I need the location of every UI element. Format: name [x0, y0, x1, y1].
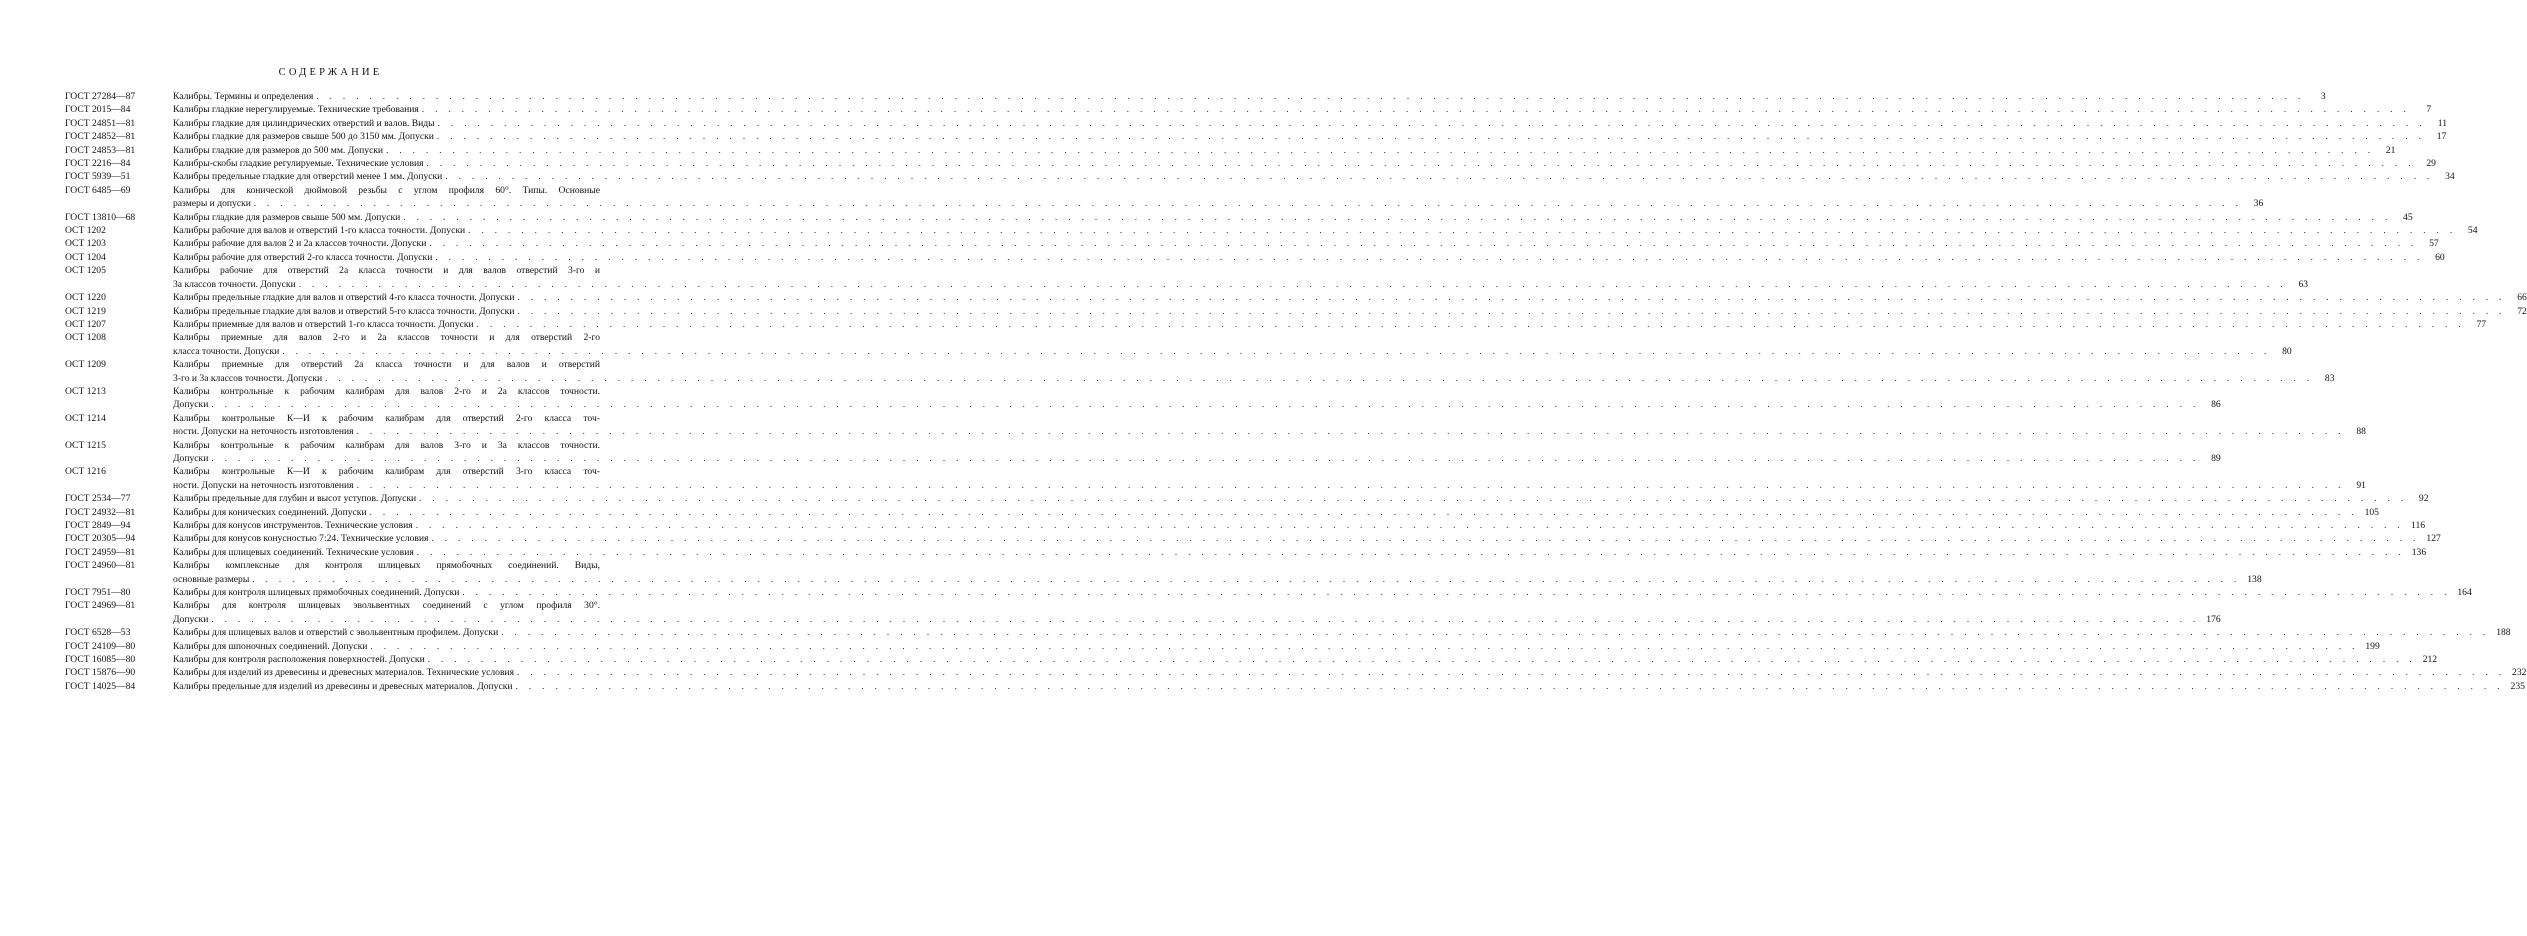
toc-entry-code: ОСТ 1219 [65, 305, 106, 317]
toc-entry [65, 318, 2487, 331]
toc-entry [65, 653, 2438, 666]
dot-leader: . . . . . . . . . . . . . . . . . . . . . . . . . . . . . . . . . . . . . . . . . . . . . . . . . . . . . . . . . . . . . . . . . . . . . . . . . . . . . . . . . . . . . . . . . . . . . . . . . . . . . . . . . . . . . . . . . . . . . . . . . . . . . . . . . . . . . . . . . . . . . . . . . . . . . . [468, 225, 2457, 236]
toc-entry [65, 492, 2429, 505]
toc-entry-title-line: Калибры контрольные К—И к рабочим калибрам для отверстий 3-го класса точ- [173, 466, 600, 478]
toc-entry-page: 45 [2403, 211, 2413, 223]
toc-entry [65, 90, 2326, 103]
toc-entry-title-line: Калибры приемные для валов и отверстий 1-го класса точности. Допуски [173, 318, 474, 330]
toc-entry-code: ГОСТ 2534—77 [65, 493, 131, 505]
toc-entry-title-line: Калибры контрольные к рабочим калибрам для валов 3-го и 3а классов точности. [173, 439, 600, 451]
toc-entry [65, 117, 2447, 130]
toc-entry-page: 212 [2422, 654, 2438, 666]
toc-entry-title-line: Калибры. Термины и определения [173, 91, 314, 102]
toc-entry-page: 60 [2435, 251, 2445, 263]
dot-leader: . . . . . . . . . . . . . . . . . . . . . . . . . . . . . . . . . . . . . . . . . . . . . . . . . . . . . . . . . . . . . . . . . . . . . . . . . . . . . . . . . . . . . . . . . . . . . . . . . . . . . . . . . . . . . . . . . . . . . . . . . . . . . . . . . . . . . . . . . . . . . . . . . . . . . . [252, 573, 2241, 584]
toc-entry [65, 184, 2264, 211]
toc-entry-title-line: Калибры приемные для валов 2-го и 2а классов точности и для отверстий 2-го [173, 332, 600, 344]
toc-entry-page: 11 [2437, 117, 2447, 129]
dot-leader: . . . . . . . . . . . . . . . . . . . . . . . . . . . . . . . . . . . . . . . . . . . . . . . . . . . . . . . . . . . . . . . . . . . . . . . . . . . . . . . . . . . . . . . . . . . . . . . . . . . . . . . . . . . . . . . . . . . . . . . . . . . . . . . . . . . . . . . . . . . . . . . . . . . . . . [517, 292, 2506, 303]
dot-leader: . . . . . . . . . . . . . . . . . . . . . . . . . . . . . . . . . . . . . . . . . . . . . . . . . . . . . . . . . . . . . . . . . . . . . . . . . . . . . . . . . . . . . . . . . . . . . . . . . . . . . . . . . . . . . . . . . . . . . . . . . . . . . . . . . . . . . . . . . . . . . . . . . . . . . . [429, 238, 2418, 249]
toc-entry [65, 640, 2380, 653]
toc-entry-code: ГОСТ 24932—81 [65, 506, 136, 518]
toc-entry-title-line: Калибры рабочие для отверстий 2а класса точности и для валов отверстий 3-го и [173, 265, 600, 277]
toc-entry-code: ОСТ 1202 [65, 225, 106, 237]
toc-entry-page: 7 [2426, 104, 2432, 116]
toc-entry-title-line: Калибры для шлицевых валов и отверстий с эвольвентным профилем. Допуски [173, 627, 499, 639]
dot-leader: . . . . . . . . . . . . . . . . . . . . . . . . . . . . . . . . . . . . . . . . . . . . . . . . . . . . . . . . . . . . . . . . . . . . . . . . . . . . . . . . . . . . . . . . . . . . . . . . . . . . . . . . . . . . . . . . . . . . . . . . . . . . . . . . . . . . . . . . . . . . . . . . . . . . . . [211, 399, 2200, 410]
toc-entry-title-line: Калибры контрольные к рабочим калибрам для валов 2-го и 2а классов точности. [173, 385, 600, 397]
toc-entry [65, 506, 2379, 519]
toc-entry-code: ОСТ 1203 [65, 238, 106, 250]
toc-entry-page: 36 [2253, 198, 2264, 210]
toc-entry-title-line: Калибры предельные для изделий из древесины и древесных материалов. Допуски [173, 680, 513, 692]
toc-entry-page: 83 [2324, 372, 2335, 384]
toc-entry-title-line: Калибры гладкие для размеров свыше 500 мм. Допуски [173, 211, 401, 223]
toc-entry-code: ГОСТ 13810—68 [65, 211, 136, 223]
dot-leader: . . . . . . . . . . . . . . . . . . . . . . . . . . . . . . . . . . . . . . . . . . . . . . . . . . . . . . . . . . . . . . . . . . . . . . . . . . . . . . . . . . . . . . . . . . . . . . . . . . . . . . . . . . . . . . . . . . . . . . . . . . . . . . . . . . . . . . . . . . . . . . . . . . . . . . [476, 318, 2466, 329]
toc-entry-page: 57 [2429, 238, 2439, 250]
toc-entry-title-line: Допуски [173, 399, 209, 411]
toc-entry-page: 116 [2411, 520, 2426, 531]
dot-leader: . . . . . . . . . . . . . . . . . . . . . . . . . . . . . . . . . . . . . . . . . . . . . . . . . . . . . . . . . . . . . . . . . . . . . . . . . . . . . . . . . . . . . . . . . . . . . . . . . . . . . . . . . . . . . . . . . . . . . . . . . . . . . . . . . . . . . . . . . . . . . . . . . . . . . . [211, 452, 2200, 463]
toc-entry-title-line: Калибры гладкие нерегулируемые. Технические требования [173, 104, 419, 116]
toc-entry [65, 626, 2511, 639]
dot-leader: . . . . . . . . . . . . . . . . . . . . . . . . . . . . . . . . . . . . . . . . . . . . . . . . . . . . . . . . . . . . . . . . . . . . . . . . . . . . . . . . . . . . . . . . . . . . . . . . . . . . . . . . . . . . . . . . . . . . . . . . . . . . . . . . . . . . . . . . . . . . . . . . . . . . . . [298, 278, 2288, 289]
toc-entry [65, 157, 2436, 170]
toc-entry-title-line: ности. Допуски на неточность изготовления [173, 426, 354, 438]
toc-entry-code: ГОСТ 2849—94 [65, 520, 131, 531]
toc-entry-title-line: Калибры гладкие для размеров до 500 мм. Допуски [173, 144, 384, 156]
toc-entry-code: ГОСТ 6485—69 [65, 184, 131, 196]
toc-entry-page: 3 [2320, 91, 2326, 102]
toc-entry [65, 412, 2366, 439]
toc-entry-page: 88 [2356, 426, 2366, 438]
toc-entry [65, 519, 2426, 532]
toc-entry-title-line: Калибры для конической дюймовой резьбы с углом профиля 60°. Типы. Основные [173, 184, 600, 196]
toc-entry [65, 264, 2309, 291]
toc-entry-title-line: Калибры для контроля шлицевых эвольвентных соединений с углом профиля 30°. [173, 600, 600, 612]
toc-entry-code: ГОСТ 24960—81 [65, 560, 136, 572]
dot-leader: . . . . . . . . . . . . . . . . . . . . . . . . . . . . . . . . . . . . . . . . . . . . . . . . . . . . . . . . . . . . . . . . . . . . . . . . . . . . . . . . . . . . . . . . . . . . . . . . . . . . . . . . . . . . . . . . . . . . . . . . . . . . . . . . . . . . . . . . . . . . . . . . . . . . . . [501, 627, 2490, 638]
toc-entry-page: 127 [2426, 533, 2441, 545]
toc-entry [65, 680, 2525, 693]
dot-leader: . . . . . . . . . . . . . . . . . . . . . . . . . . . . . . . . . . . . . . . . . . . . . . . . . . . . . . . . . . . . . . . . . . . . . . . . . . . . . . . . . . . . . . . . . . . . . . . . . . . . . . . . . . . . . . . . . . . . . . . . . . . . . . . . . . . . . . . . . . . . . . . . . . . . . . [517, 305, 2506, 316]
toc-entry-code: ГОСТ 24852—81 [65, 131, 136, 143]
toc-entry [65, 385, 2221, 412]
toc-entry-code: ГОСТ 15876—90 [65, 667, 136, 679]
toc-entry-page: 17 [2436, 131, 2447, 143]
toc-entry [65, 532, 2441, 545]
toc-entry-code: ОСТ 1220 [65, 292, 106, 304]
toc-entry-title-line: ности. Допуски на неточность изготовления [173, 479, 354, 491]
toc-entry-title-line: Калибры-скобы гладкие регулируемые. Технические условия [173, 158, 424, 170]
toc-entry-page: 86 [2211, 399, 2221, 411]
toc-entry-title-line: Калибры контрольные К—И к рабочим калибрам для отверстий 2-го класса точ- [173, 412, 600, 424]
toc-entry-page: 77 [2476, 318, 2487, 330]
toc-entry-page: 80 [2282, 345, 2292, 357]
toc-entry-title-line: Калибры предельные гладкие для валов и отверстий 5-го класса точности. Допуски [173, 305, 515, 317]
toc-entry [65, 586, 2472, 599]
dot-leader: . . . . . . . . . . . . . . . . . . . . . . . . . . . . . . . . . . . . . . . . . . . . . . . . . . . . . . . . . . . . . . . . . . . . . . . . . . . . . . . . . . . . . . . . . . . . . . . . . . . . . . . . . . . . . . . . . . . . . . . . . . . . . . . . . . . . . . . . . . . . . . . . . . . . . . [403, 211, 2392, 222]
toc-entry-title-line: Калибры комплексные для контроля шлицевых прямобочных соединений. Виды, [173, 560, 600, 572]
toc-entry-page: 188 [2496, 627, 2511, 639]
dot-leader: . . . . . . . . . . . . . . . . . . . . . . . . . . . . . . . . . . . . . . . . . . . . . . . . . . . . . . . . . . . . . . . . . . . . . . . . . . . . . . . . . . . . . . . . . . . . . . . . . . . . . . . . . . . . . . . . . . . . . . . . . . . . . . . . . . . . . . . . . . . . . . . . . . . . . . [435, 251, 2424, 262]
dot-leader: . . . . . . . . . . . . . . . . . . . . . . . . . . . . . . . . . . . . . . . . . . . . . . . . . . . . . . . . . . . . . . . . . . . . . . . . . . . . . . . . . . . . . . . . . . . . . . . . . . . . . . . . . . . . . . . . . . . . . . . . . . . . . . . . . . . . . . . . . . . . . . . . . . . . . . [462, 587, 2451, 598]
dot-leader: . . . . . . . . . . . . . . . . . . . . . . . . . . . . . . . . . . . . . . . . . . . . . . . . . . . . . . . . . . . . . . . . . . . . . . . . . . . . . . . . . . . . . . . . . . . . . . . . . . . . . . . . . . . . . . . . . . . . . . . . . . . . . . . . . . . . . . . . . . . . . . . . . . . . . . [282, 345, 2271, 356]
toc-entry-title-line: Калибры для шлицевых соединений. Технические условия [173, 546, 414, 558]
toc-entry-page: 91 [2356, 479, 2366, 491]
toc-entry [65, 103, 2432, 116]
toc-entry-code: ГОСТ 24969—81 [65, 600, 136, 612]
toc-entry [65, 666, 2527, 679]
dot-leader: . . . . . . . . . . . . . . . . . . . . . . . . . . . . . . . . . . . . . . . . . . . . . . . . . . . . . . . . . . . . . . . . . . . . . . . . . . . . . . . . . . . . . . . . . . . . . . . . . . . . . . . . . . . . . . . . . . . . . . . . . . . . . . . . . . . . . . . . . . . . . . . . . . . . . . [356, 426, 2345, 437]
toc-entry-code: ОСТ 1215 [65, 439, 106, 451]
toc-entry [65, 130, 2447, 143]
toc-entry-title-line: 3а классов точности. Допуски [173, 278, 296, 290]
toc-entry-page: 66 [2517, 292, 2527, 304]
toc-entry-page: 105 [2364, 506, 2379, 518]
toc-entry-title-line: Калибры предельные гладкие для отверстий менее 1 мм. Допуски [173, 171, 443, 183]
dot-leader: . . . . . . . . . . . . . . . . . . . . . . . . . . . . . . . . . . . . . . . . . . . . . . . . . . . . . . . . . . . . . . . . . . . . . . . . . . . . . . . . . . . . . . . . . . . . . . . . . . . . . . . . . . . . . . . . . . . . . . . . . . . . . . . . . . . . . . . . . . . . . . . . . . . . . . [211, 613, 2200, 624]
toc-entry [65, 237, 2439, 250]
toc-entry-code: ОСТ 1216 [65, 466, 106, 478]
dot-leader: . . . . . . . . . . . . . . . . . . . . . . . . . . . . . . . . . . . . . . . . . . . . . . . . . . . . . . . . . . . . . . . . . . . . . . . . . . . . . . . . . . . . . . . . . . . . . . . . . . . . . . . . . . . . . . . . . . . . . . . . . . . . . . . . . . . . . . . . . . . . . . . . . . . . . . [253, 198, 2243, 209]
toc-entry [65, 331, 2292, 358]
toc-entry-code: ОСТ 1214 [65, 412, 106, 424]
toc-entry-code: ОСТ 1213 [65, 385, 106, 397]
toc-entry-code: ГОСТ 24853—81 [65, 144, 136, 156]
toc-entry-page: 34 [2445, 171, 2455, 183]
dot-leader: . . . . . . . . . . . . . . . . . . . . . . . . . . . . . . . . . . . . . . . . . . . . . . . . . . . . . . . . . . . . . . . . . . . . . . . . . . . . . . . . . . . . . . . . . . . . . . . . . . . . . . . . . . . . . . . . . . . . . . . . . . . . . . . . . . . . . . . . . . . . . . . . . . . . . . [415, 520, 2405, 530]
toc-entry-code: ГОСТ 24109—80 [65, 640, 136, 652]
toc-entry-page: 232 [2512, 667, 2527, 679]
toc-entry [65, 144, 2396, 157]
toc-entry [65, 465, 2366, 492]
toc-entry-title-line: Калибры для конусов конусностью 7:24. Технические условия [173, 533, 429, 545]
toc-entry [65, 559, 2262, 586]
dot-leader: . . . . . . . . . . . . . . . . . . . . . . . . . . . . . . . . . . . . . . . . . . . . . . . . . . . . . . . . . . . . . . . . . . . . . . . . . . . . . . . . . . . . . . . . . . . . . . . . . . . . . . . . . . . . . . . . . . . . . . . . . . . . . . . . . . . . . . . . . . . . . . . . . . . . . . [427, 654, 2417, 665]
toc-entry-code: ГОСТ 6528—53 [65, 627, 131, 639]
toc-entry-title-line: Калибры рабочие для валов и отверстий 1-го класса точности. Допуски [173, 225, 466, 237]
toc-entry [65, 291, 2527, 304]
toc-entry-code: ГОСТ 14025—84 [65, 680, 136, 692]
dot-leader: . . . . . . . . . . . . . . . . . . . . . . . . . . . . . . . . . . . . . . . . . . . . . . . . . . . . . . . . . . . . . . . . . . . . . . . . . . . . . . . . . . . . . . . . . . . . . . . . . . . . . . . . . . . . . . . . . . . . . . . . . . . . . . . . . . . . . . . . . . . . . . . . . . . . . . [416, 546, 2406, 557]
toc-entry-code: ГОСТ 20305—94 [65, 533, 136, 545]
toc-entry-title-line: Калибры для контроля шлицевых прямобочных соединений. Допуски [173, 587, 460, 599]
toc-entry-page: 92 [2418, 493, 2429, 505]
toc-entry [65, 599, 2221, 626]
toc-entry-page: 164 [2457, 587, 2472, 599]
toc-entry-title-line: Калибры для шпоночных соединений. Допуски [173, 640, 368, 652]
toc-entry [65, 224, 2478, 237]
toc-entry-page: 89 [2211, 452, 2221, 464]
toc-entry-code: ОСТ 1204 [65, 251, 106, 263]
dot-leader: . . . . . . . . . . . . . . . . . . . . . . . . . . . . . . . . . . . . . . . . . . . . . . . . . . . . . . . . . . . . . . . . . . . . . . . . . . . . . . . . . . . . . . . . . . . . . . . . . . . . . . . . . . . . . . . . . . . . . . . . . . . . . . . . . . . . . . . . . . . . . . . . . . . . . . [426, 158, 2415, 169]
toc-entry-title-line: Калибры для контроля расположения поверхностей. Допуски [173, 654, 425, 666]
dot-leader: . . . . . . . . . . . . . . . . . . . . . . . . . . . . . . . . . . . . . . . . . . . . . . . . . . . . . . . . . . . . . . . . . . . . . . . . . . . . . . . . . . . . . . . . . . . . . . . . . . . . . . . . . . . . . . . . . . . . . . . . . . . . . . . . . . . . . . . . . . . . . . . . . . . . . . [445, 171, 2434, 182]
toc-entry-page: 54 [2467, 225, 2478, 237]
toc-entry-title-line: Калибры для конических соединений. Допуски [173, 506, 367, 518]
toc-entry-title-line: Калибры рабочие для валов 2 и 2а классов точности. Допуски [173, 238, 427, 250]
dot-leader: . . . . . . . . . . . . . . . . . . . . . . . . . . . . . . . . . . . . . . . . . . . . . . . . . . . . . . . . . . . . . . . . . . . . . . . . . . . . . . . . . . . . . . . . . . . . . . . . . . . . . . . . . . . . . . . . . . . . . . . . . . . . . . . . . . . . . . . . . . . . . . . . . . . . . . [369, 506, 2358, 517]
toc-entry-page: 29 [2426, 158, 2436, 170]
toc-entry-page: 176 [2206, 613, 2221, 625]
toc-entry [65, 439, 2221, 466]
toc-entry [65, 251, 2445, 264]
toc-entry-code: ГОСТ 5939—51 [65, 171, 131, 183]
toc-entry-page: 63 [2298, 278, 2309, 290]
dot-leader: . . . . . . . . . . . . . . . . . . . . . . . . . . . . . . . . . . . . . . . . . . . . . . . . . . . . . . . . . . . . . . . . . . . . . . . . . . . . . . . . . . . . . . . . . . . . . . . . . . . . . . . . . . . . . . . . . . . . . . . . . . . . . . . . . . . . . . . . . . . . . . . . . . . . . . [437, 117, 2426, 128]
toc-entry-title-line: размеры и допуски [173, 198, 251, 210]
toc-entry-page: 235 [2510, 680, 2525, 692]
dot-leader: . . . . . . . . . . . . . . . . . . . . . . . . . . . . . . . . . . . . . . . . . . . . . . . . . . . . . . . . . . . . . . . . . . . . . . . . . . . . . . . . . . . . . . . . . . . . . . . . . . . . . . . . . . . . . . . . . . . . . . . . . . . . . . . . . . . . . . . . . . . . . . . . . . . . . . [431, 533, 2420, 544]
toc-entry-code: ГОСТ 24959—81 [65, 546, 136, 558]
toc-entry [65, 546, 2427, 559]
dot-leader: . . . . . . . . . . . . . . . . . . . . . . . . . . . . . . . . . . . . . . . . . . . . . . . . . . . . . . . . . . . . . . . . . . . . . . . . . . . . . . . . . . . . . . . . . . . . . . . . . . . . . . . . . . . . . . . . . . . . . . . . . . . . . . . . . . . . . . . . . . . . . . . . . . . . . . [517, 667, 2506, 678]
dot-leader: . . . . . . . . . . . . . . . . . . . . . . . . . . . . . . . . . . . . . . . . . . . . . . . . . . . . . . . . . . . . . . . . . . . . . . . . . . . . . . . . . . . . . . . . . . . . . . . . . . . . . . . . . . . . . . . . . . . . . . . . . . . . . . . . . . . . . . . . . . . . . . . . . . . . . . [316, 91, 2305, 101]
toc-entry-title-line: Калибры приемные для отверстий 2а класса точности и для валов и отверстий [173, 359, 600, 371]
toc-entry-title-line: Допуски [173, 613, 209, 625]
toc-entry [65, 170, 2455, 183]
dot-leader: . . . . . . . . . . . . . . . . . . . . . . . . . . . . . . . . . . . . . . . . . . . . . . . . . . . . . . . . . . . . . . . . . . . . . . . . . . . . . . . . . . . . . . . . . . . . . . . . . . . . . . . . . . . . . . . . . . . . . . . . . . . . . . . . . . . . . . . . . . . . . . . . . . . . . . [436, 131, 2426, 142]
toc-entry-code: ГОСТ 27284—87 [65, 91, 136, 102]
toc-entry-code: ОСТ 1208 [65, 332, 106, 344]
toc-entry-code: ОСТ 1209 [65, 359, 106, 371]
toc-entry-code: ГОСТ 7951—80 [65, 587, 131, 599]
table-of-contents [65, 90, 2527, 693]
toc-entry [65, 305, 2527, 318]
toc-entry-page: 21 [2385, 144, 2396, 156]
page-title: СОДЕРЖАНИЕ [278, 67, 383, 78]
toc-entry-title-line: Калибры гладкие для размеров свыше 500 до 3150 мм. Допуски [173, 131, 434, 143]
toc-entry-page: 138 [2247, 573, 2262, 585]
dot-leader: . . . . . . . . . . . . . . . . . . . . . . . . . . . . . . . . . . . . . . . . . . . . . . . . . . . . . . . . . . . . . . . . . . . . . . . . . . . . . . . . . . . . . . . . . . . . . . . . . . . . . . . . . . . . . . . . . . . . . . . . . . . . . . . . . . . . . . . . . . . . . . . . . . . . . . [325, 372, 2314, 383]
toc-entry [65, 211, 2413, 224]
toc-entry-page: 136 [2411, 546, 2427, 558]
toc-entry-title-line: Калибры рабочие для отверстий 2-го класса точности. Допуски [173, 251, 433, 263]
toc-entry-title-line: Калибры для конусов инструментов. Технические условия [173, 520, 413, 531]
dot-leader: . . . . . . . . . . . . . . . . . . . . . . . . . . . . . . . . . . . . . . . . . . . . . . . . . . . . . . . . . . . . . . . . . . . . . . . . . . . . . . . . . . . . . . . . . . . . . . . . . . . . . . . . . . . . . . . . . . . . . . . . . . . . . . . . . . . . . . . . . . . . . . . . . . . . . . [421, 104, 2411, 115]
dot-leader: . . . . . . . . . . . . . . . . . . . . . . . . . . . . . . . . . . . . . . . . . . . . . . . . . . . . . . . . . . . . . . . . . . . . . . . . . . . . . . . . . . . . . . . . . . . . . . . . . . . . . . . . . . . . . . . . . . . . . . . . . . . . . . . . . . . . . . . . . . . . . . . . . . . . . . [370, 640, 2359, 651]
toc-entry-title-line: Калибры для изделий из древесины и древесных материалов. Технические условия [173, 667, 515, 679]
toc-entry-title-line: Калибры предельные гладкие для валов и отверстий 4-го класса точности. Допуски [173, 292, 515, 304]
toc-entry-page: 199 [2365, 640, 2380, 652]
toc-entry-code: ГОСТ 16085—80 [65, 654, 136, 666]
toc-entry-title-line: класса точности. Допуски [173, 345, 280, 357]
dot-leader: . . . . . . . . . . . . . . . . . . . . . . . . . . . . . . . . . . . . . . . . . . . . . . . . . . . . . . . . . . . . . . . . . . . . . . . . . . . . . . . . . . . . . . . . . . . . . . . . . . . . . . . . . . . . . . . . . . . . . . . . . . . . . . . . . . . . . . . . . . . . . . . . . . . . . . [515, 680, 2504, 691]
toc-entry [65, 358, 2335, 385]
toc-entry-title-line: Допуски [173, 452, 209, 464]
dot-leader: . . . . . . . . . . . . . . . . . . . . . . . . . . . . . . . . . . . . . . . . . . . . . . . . . . . . . . . . . . . . . . . . . . . . . . . . . . . . . . . . . . . . . . . . . . . . . . . . . . . . . . . . . . . . . . . . . . . . . . . . . . . . . . . . . . . . . . . . . . . . . . . . . . . . . . [356, 479, 2345, 490]
toc-entry-code: ОСТ 1207 [65, 318, 106, 330]
toc-entry-title-line: Калибры гладкие для цилиндрических отверстий и валов. Виды [173, 117, 435, 129]
toc-entry-title-line: Калибры предельные для глубин и высот уступов. Допуски [173, 493, 417, 505]
toc-entry-title-line: основные размеры [173, 573, 250, 585]
toc-entry-code: ОСТ 1205 [65, 265, 106, 277]
toc-entry-title-line: 3-го и 3а классов точности. Допуски [173, 372, 323, 384]
dot-leader: . . . . . . . . . . . . . . . . . . . . . . . . . . . . . . . . . . . . . . . . . . . . . . . . . . . . . . . . . . . . . . . . . . . . . . . . . . . . . . . . . . . . . . . . . . . . . . . . . . . . . . . . . . . . . . . . . . . . . . . . . . . . . . . . . . . . . . . . . . . . . . . . . . . . . . [386, 144, 2375, 155]
toc-entry-code: ГОСТ 24851—81 [65, 117, 136, 129]
toc-entry-code: ГОСТ 2015—84 [65, 104, 131, 116]
toc-entry-code: ГОСТ 2216—84 [65, 158, 131, 170]
toc-entry-page: 72 [2517, 305, 2527, 317]
dot-leader: . . . . . . . . . . . . . . . . . . . . . . . . . . . . . . . . . . . . . . . . . . . . . . . . . . . . . . . . . . . . . . . . . . . . . . . . . . . . . . . . . . . . . . . . . . . . . . . . . . . . . . . . . . . . . . . . . . . . . . . . . . . . . . . . . . . . . . . . . . . . . . . . . . . . . . [419, 493, 2408, 504]
